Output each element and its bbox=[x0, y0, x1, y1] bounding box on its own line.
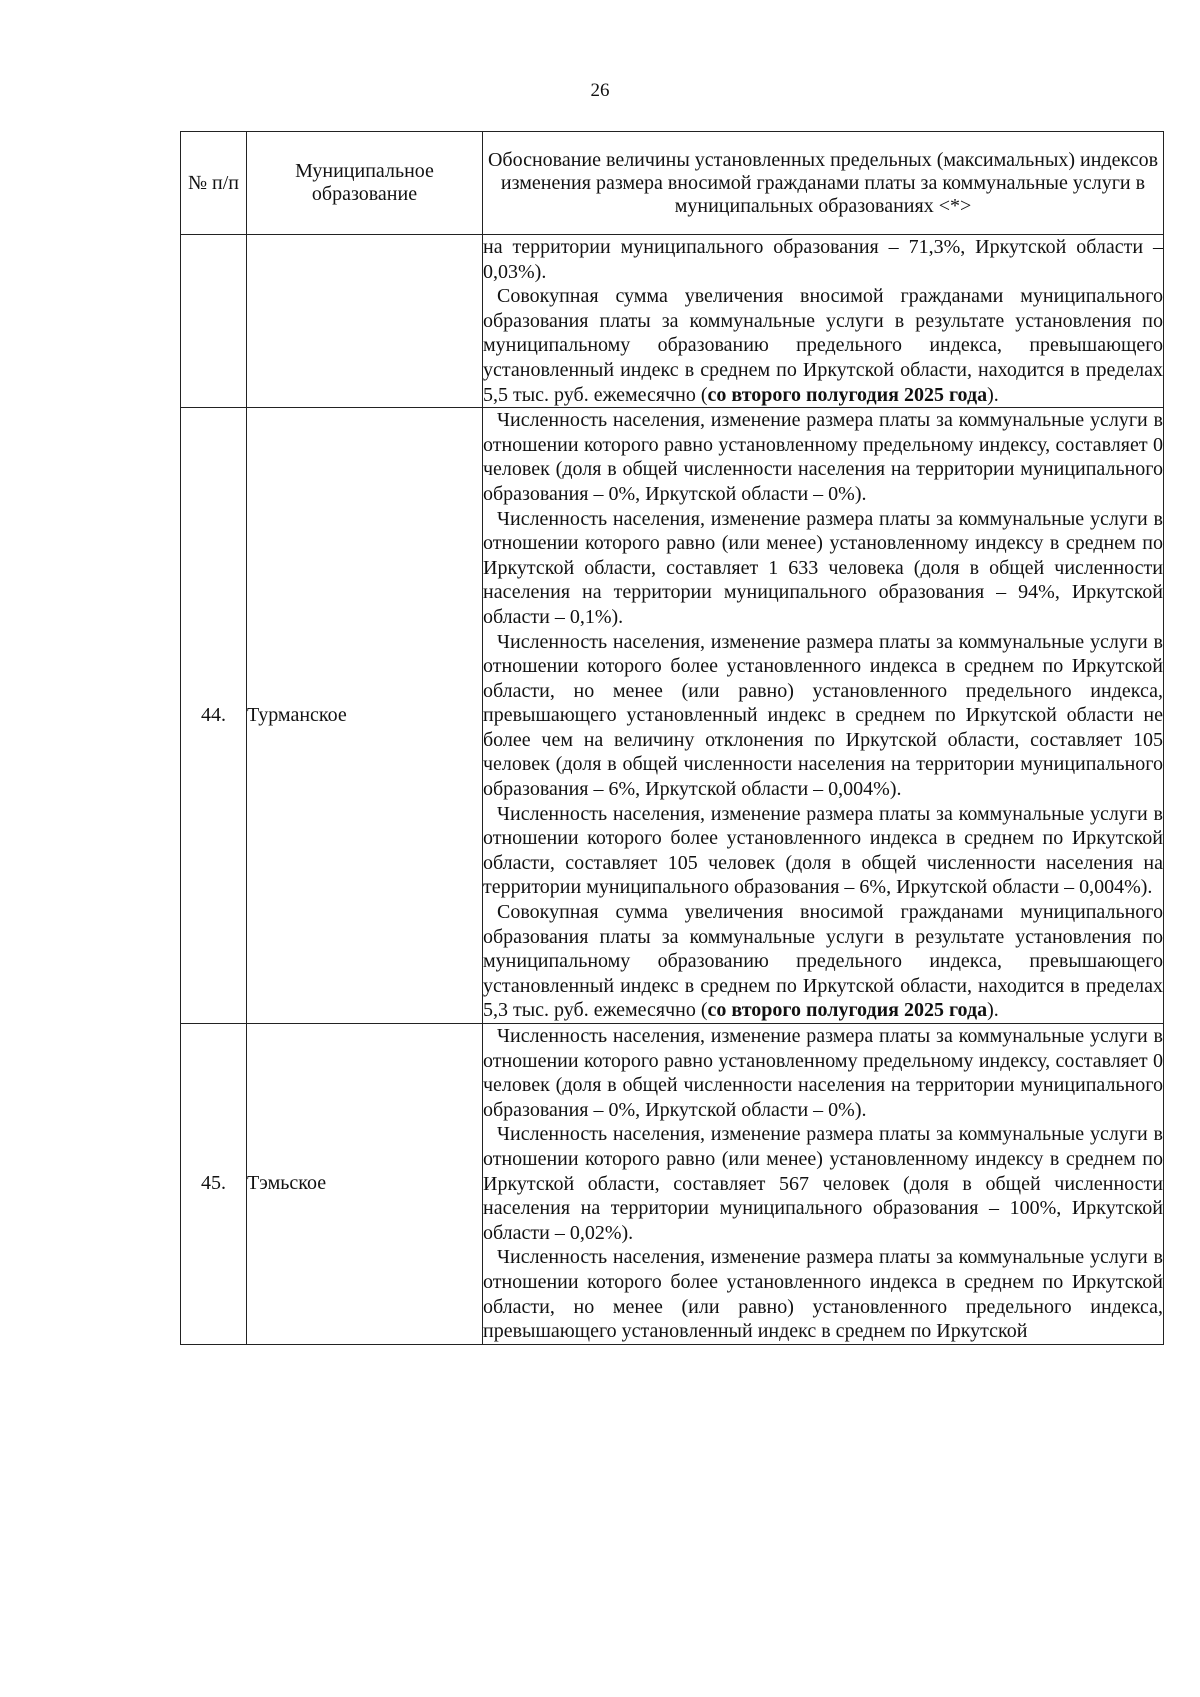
justification-paragraph bbox=[483, 235, 1163, 284]
row-number: 44. bbox=[181, 408, 247, 1024]
row-justification bbox=[483, 235, 1164, 408]
paragraph-text: Численность населения, изменение размера платы за коммунальные услуги в отношении которого равно установленному предельному индексу, составляет 0 человек (доля в общей численности населения на территории муниципального образования – 0%, Иркутской области – 0%). bbox=[483, 409, 1163, 505]
paragraph-text: Совокупная сумма увеличения вносимой гражданами муниципального образования платы за коммунальные услуги в результате установления по муниципальному образованию предельного индекса, превышающего установленный индекс в среднем по Иркутской области, находится в пределах 5,3 тыс. руб. ежемесячно ( bbox=[483, 901, 1163, 1022]
row-justification bbox=[483, 1024, 1164, 1345]
justification-table bbox=[180, 131, 1164, 1345]
paragraph-text: Численность населения, изменение размера платы за коммунальные услуги в отношении которого более установленного индекса в среднем по Иркутской области, но менее (или равно) установленного предельного индекса, превышающего установленный индекс в среднем по Иркутской bbox=[483, 1246, 1163, 1343]
paragraph-text: Численность населения, изменение размера платы за коммунальные услуги в отношении которого равно установленному предельному индексу, составляет 0 человек (доля в общей численности населения на территории муниципального образования – 0%, Иркутской области – 0%). bbox=[483, 1025, 1163, 1121]
header-municipality: Муниципальное образование bbox=[247, 132, 483, 235]
row-municipality: Тэмьское bbox=[247, 1024, 483, 1345]
justification-paragraph bbox=[483, 1122, 1163, 1245]
row-municipality bbox=[247, 235, 483, 408]
paragraph-tail: ). bbox=[987, 383, 999, 406]
paragraph-tail: ). bbox=[987, 999, 999, 1022]
paragraph-text: Совокупная сумма увеличения вносимой гражданами муниципального образования платы за коммунальные услуги в результате установления по муниципальному образованию предельного индекса, превышающего установленный индекс в среднем по Иркутской области, находится в пределах 5,5 тыс. руб. ежемесячно ( bbox=[483, 285, 1163, 406]
justification-paragraph bbox=[483, 802, 1163, 900]
justification-paragraph bbox=[483, 1245, 1163, 1343]
paragraph-text: Численность населения, изменение размера платы за коммунальные услуги в отношении которого равно (или менее) установленному индексу в среднем по Иркутской области, составляет 567 человек (доля в общей численности населения на территории муниципального образования – 100%, Иркутской области – 0,02%). bbox=[483, 1123, 1163, 1244]
row-justification bbox=[483, 408, 1164, 1024]
row-municipality: Турманское bbox=[247, 408, 483, 1024]
table-row bbox=[181, 408, 1164, 1024]
justification-paragraph bbox=[483, 408, 1163, 506]
justification-paragraph bbox=[483, 284, 1163, 407]
justification-paragraph bbox=[483, 900, 1163, 1023]
table-row bbox=[181, 1024, 1164, 1345]
paragraph-text: на территории муниципального образования – 71,3%, Иркутской области – 0,03%). bbox=[483, 236, 1163, 283]
justification-paragraph bbox=[483, 507, 1163, 630]
paragraph-bold-period: со второго полугодия 2025 года bbox=[707, 999, 988, 1022]
paragraph-text: Численность населения, изменение размера платы за коммунальные услуги в отношении которого более установленного индекса в среднем по Иркутской области, но менее (или равно) установленного предельного индекса, превышающего установленный индекс в среднем по Иркутской области не более чем на величину отклонения по Иркутской области, составляет 105 человек (доля в общей численности населения на территории муниципального образования – 6%, Иркутской области – 0,004%). bbox=[483, 630, 1163, 801]
table-header-row bbox=[181, 132, 1164, 235]
justification-paragraph bbox=[483, 630, 1163, 802]
paragraph-text: Численность населения, изменение размера платы за коммунальные услуги в отношении которого равно (или менее) установленному индексу в среднем по Иркутской области, составляет 1 633 человека (доля в общей численности населения на территории муниципального образования – 94%, Иркутской области – 0,1%). bbox=[483, 507, 1163, 628]
justification-paragraph bbox=[483, 1024, 1163, 1122]
page-number: 26 bbox=[590, 80, 610, 101]
table-row bbox=[181, 235, 1164, 408]
paragraph-bold-period: со второго полугодия 2025 года bbox=[707, 383, 988, 406]
header-number: № п/п bbox=[181, 132, 247, 235]
row-number: 45. bbox=[181, 1024, 247, 1345]
paragraph-text: Численность населения, изменение размера платы за коммунальные услуги в отношении которого более установленного индекса в среднем по Иркутской области, составляет 105 человек (доля в общей численности населения на территории муниципального образования – 6%, Иркутской области – 0,004%). bbox=[483, 802, 1163, 899]
row-number bbox=[181, 235, 247, 408]
header-justification: Обоснование величины установленных предельных (максимальных) индексов изменения размера вносимой гражданами платы за коммунальные услуги в муниципальных образованиях <*> bbox=[483, 132, 1164, 235]
